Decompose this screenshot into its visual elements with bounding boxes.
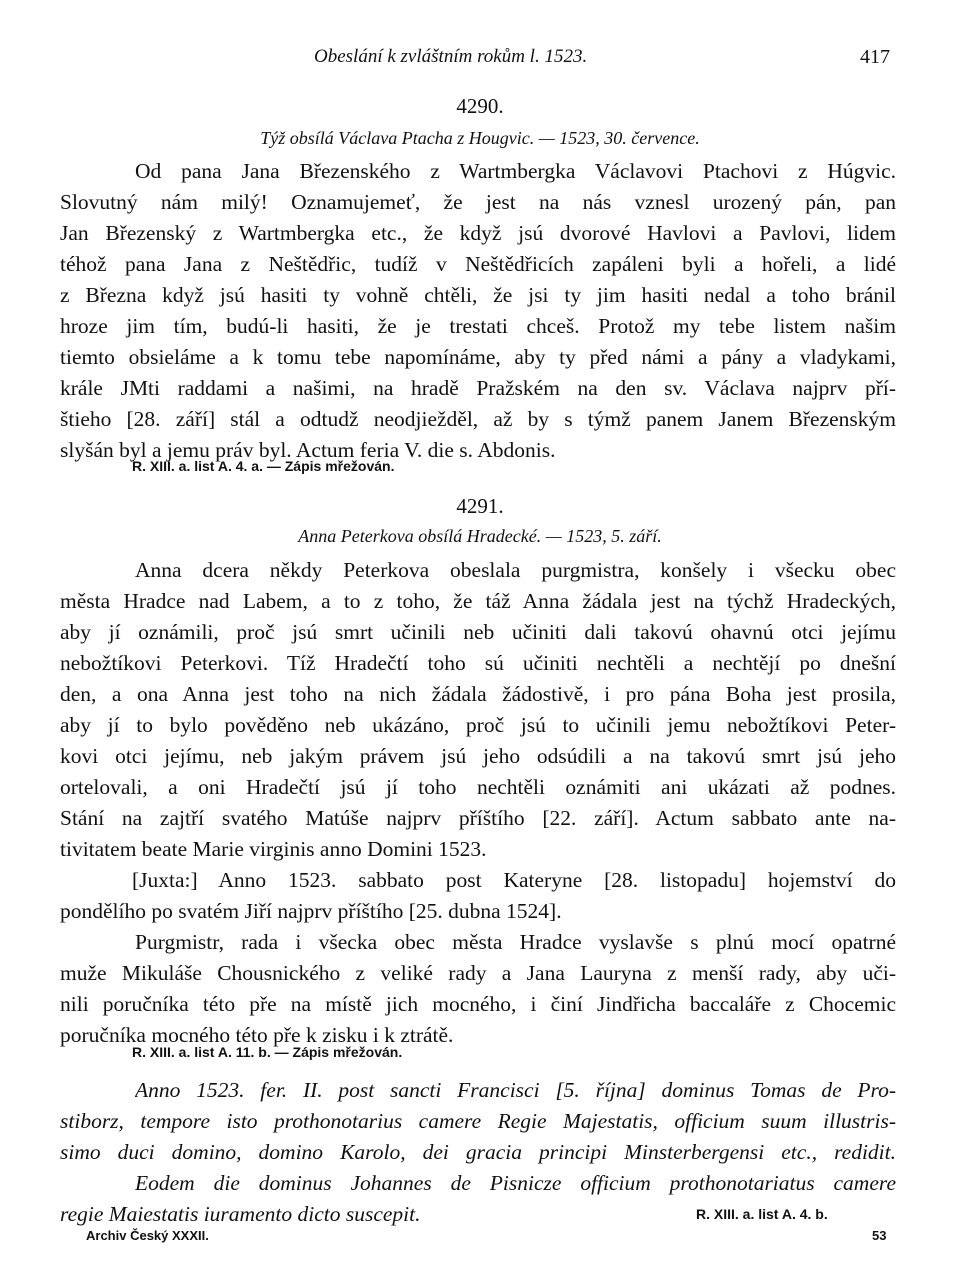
latin-line: Anno 1523. fer. II. post sancti Francisci [5. října] dominus Tomas de Pro- (135, 1078, 896, 1102)
juxta-line: [Juxta:] Anno 1523. sabbato post Kateryne [28. listopadu] hojemství do (132, 868, 896, 892)
text-line: Purgmistr, rada i všecka obec města Hradce vyslavše s plnú mocí opatrné (135, 930, 896, 954)
latin-line: regie Maiestatis iuramento dicto suscepit. (60, 1202, 421, 1226)
text-line: hroze jim tím, budú-li hasiti, že je trestati chceš. Protož my tebe listem našim (60, 314, 896, 338)
text-line: téhož pana Jana z Neštědřic, tudíž v Neštědřicích zapáleni byli a hořeli, a lidé (60, 252, 896, 276)
juxta-line: pondělího po svatém Jiří najprv příštího [25. dubna 1524]. (60, 899, 562, 923)
latin-line: Eodem die dominus Johannes de Pisnicze officium prothonotariatus camere (135, 1171, 896, 1195)
doc-number-4290: 4290. (456, 94, 504, 118)
footer-signature: 53 (872, 1228, 887, 1243)
doc-subtitle-4291: Anna Peterkova obsílá Hradecké. — 1523, 5. září. (298, 526, 662, 546)
text-line: Slovutný nám milý! Oznamujemeť, že jest na nás vznesl urozený pán, pan (60, 190, 896, 214)
text-line: Stání na zajtří svatého Matúše najprv příštího [22. září]. Actum sabbato ante na- (60, 806, 896, 830)
footer-volume: Archiv Český XXXII. (86, 1228, 209, 1243)
text-line: aby jí oznámili, proč jsú smrt učinili neb učiniti dali takovú ohavnú otci jejímu (60, 620, 896, 644)
running-header-title: Obeslání k zvláštním rokům l. 1523. (314, 46, 588, 67)
latin-line: stiborz, tempore isto prothonotarius camere Regie Majestatis, officium suum illustris- (60, 1109, 896, 1133)
source-note-latin: R. XIII. a. list A. 4. b. (696, 1206, 828, 1222)
text-line: Od pana Jana Březenského z Wartmbergka Václavovi Ptachovi z Húgvic. (135, 159, 896, 183)
text-line: den, a ona Anna jest toho na nich žádala žádostivě, i pro pána Boha jest prosila, (60, 682, 896, 706)
text-line: z Března když jsú hasiti ty vohně chtěli, že jsi ty jim hasiti nedal a toho bránil (60, 283, 896, 307)
text-line: nebožtíkovi Peterkovi. Tíž Hradečtí toho sú učiniti nechtěli a nechtějí po dnešní (60, 651, 896, 675)
doc-number-4291: 4291. (456, 494, 504, 518)
text-line: nili poručníka této pře na místě jich mocného, i činí Jindřicha baccaláře z Chocemic (60, 992, 896, 1016)
source-note-4291: R. XIII. a. list A. 11. b. — Zápis mřežován. (132, 1044, 403, 1060)
text-line: krále JMti raddami a našimi, na hradě Pražském na den sv. Václava najprv pří- (60, 376, 896, 400)
text-line: muže Mikuláše Chousnického z veliké rady a Jana Lauryna z menší rady, aby uči- (60, 961, 896, 985)
text-line: poručníka mocného této pře k zisku i k ztrátě. (60, 1023, 454, 1047)
doc-subtitle-4290: Týž obsílá Václava Ptacha z Hougvic. — 1523, 30. července. (260, 128, 700, 148)
latin-line: simo duci domino, domino Karolo, dei gracia principi Minsterbergensi etc., redidit. (60, 1140, 896, 1164)
text-line: Jan Březenský z Wartmbergka etc., že když jsú dvorové Havlovi a Pavlovi, lidem (60, 221, 896, 245)
text-line: města Hradce nad Labem, a to z toho, že táž Anna žádala jest na týchž Hradeckých, (60, 589, 896, 613)
text-line: slyšán byl a jemu práv byl. Actum feria V. die s. Abdonis. (60, 438, 556, 462)
text-line: Anna dcera někdy Peterkova obeslala purgmistra, konšely i všecku obec (135, 558, 896, 582)
text-line: tivitatem beate Marie virginis anno Domini 1523. (60, 837, 487, 861)
text-line: tiemto obsieláme a k tomu tebe napomínáme, aby ty před námi a pány a vladykami, (60, 345, 896, 369)
source-note-4290: R. XIII. a. list A. 4. a. — Zápis mřežován. (132, 458, 395, 474)
text-line: kovi otci jejímu, neb jakým právem jsú jeho odsúdili a na takovú smrt jsú jeho (60, 744, 896, 768)
text-line: aby jí to bylo pověděno neb ukázáno, proč jsú to učinili jemu nebožtíkovi Peter- (60, 713, 896, 737)
text-line: ortelovali, a oni Hradečtí jsú jí toho nechtěli oznámiti ani ukázati až podnes. (60, 775, 896, 799)
text-line: štieho [28. září] stál a odtudž neodjiežděl, až by s týmž panem Janem Březenským (60, 407, 896, 431)
page-number: 417 (860, 46, 890, 68)
